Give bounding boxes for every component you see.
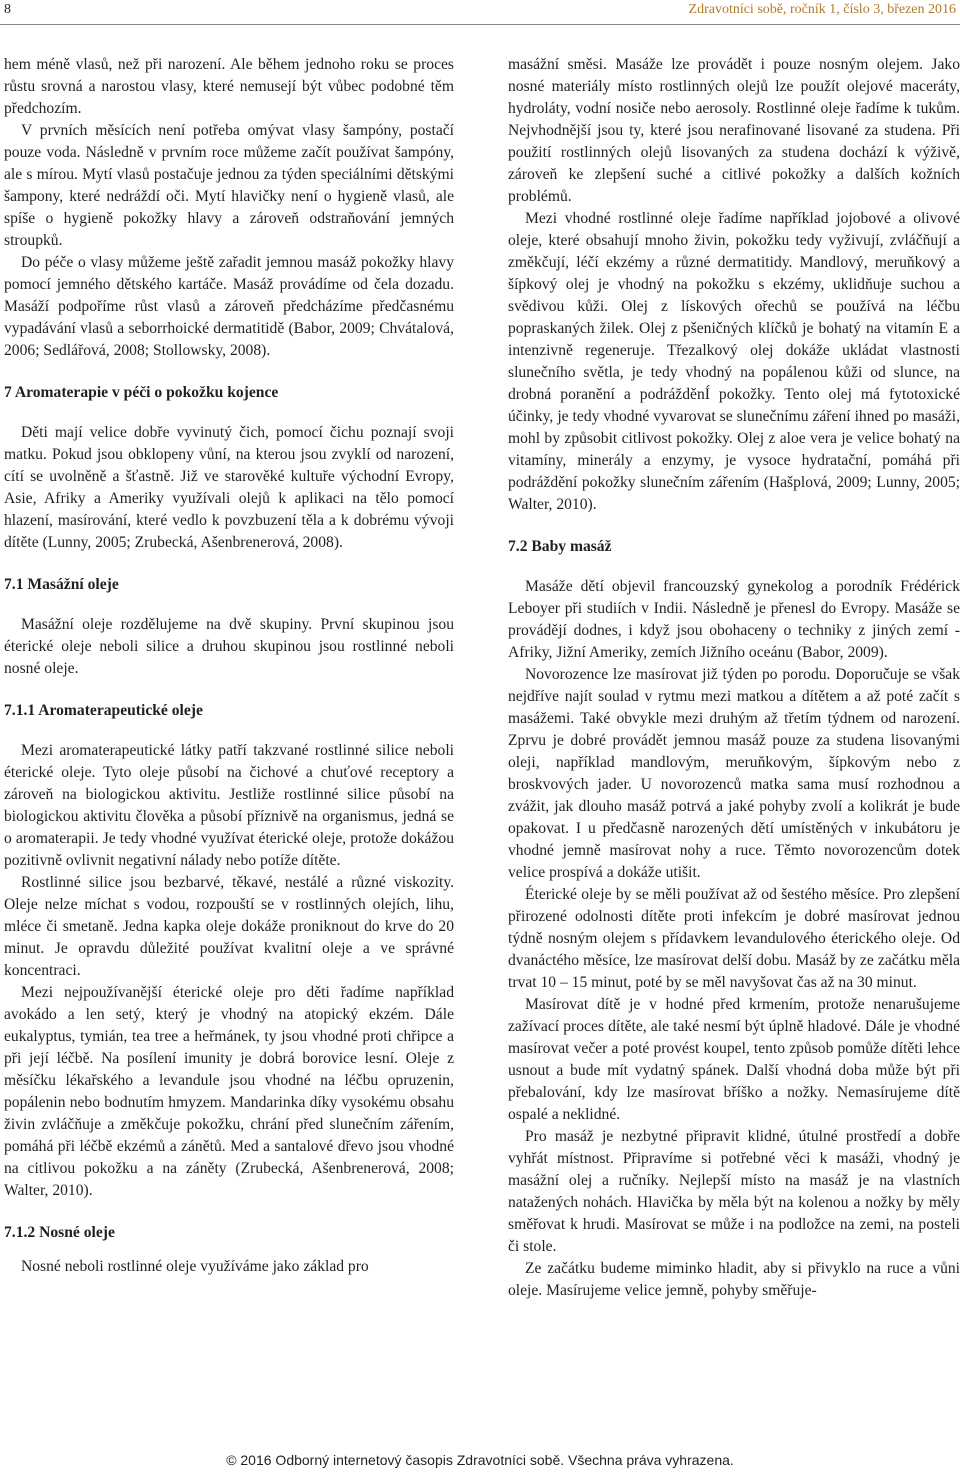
paragraph: Děti mají velice dobře vyvinutý čich, pomocí čichu poznají svoji matku. Pokud jsou obklopeny vůní, na kterou jsou zvyklí od narození, cítí se uvolněně a šťastně. Již ve starověké kultuře východní Evropy, Asie, Afriky a Ameriky využívali olejů k aplikaci na tělo pomocí hlazení, masírování, které vedlo k povzbuzení těla a k dobrému vývoji dítěte (Lunny, 2005; Zrubecká, Ašenbrenerová, 2008).: [4, 424, 454, 551]
paragraph: Mezi aromaterapeutické látky patří takzvané rostlinné silice neboli éterické oleje. Tyto oleje působí na čichové a chuťové receptory a zároveň na biologickou aktivitu. Jestliže rostlinné silice působí na biologickou aktivitu člověka a působí příznivě na organismus, jedná se o aromaterapii. Je tedy vhodné využívat éterické oleje, protože dokážou pozitivně ovlivnit negativní nálady nebo potíže dítěte.: [4, 742, 454, 869]
paragraph: Éterické oleje by se měli používat až od šestého měsíce. Pro zlepšení přirozené odolnosti dítěte proti infekcím je dobré masírovat jednou týdně nosným olejem s přídavkem levandulového éterického oleje. Od dvanáctého měsíce, lze masírovat delší dobu. Masáž by ze začátku měla trvat 10 – 15 minut, poté by se měl navyšovat čas až na 30 minut.: [508, 886, 960, 991]
section-heading: 7.2 Baby masáž: [508, 538, 612, 555]
header-divider: [0, 24, 960, 25]
page-header: [0, 0, 960, 28]
paragraph: Masáže dětí objevil francouzský gynekolog a porodník Frédérick Leboyer při studiích v Indii. Následně je přenesl do Evropy. Masáže se provádějí dodnes, i když jsou obohaceny o techniky z jiných zemí - Afriky, Jižní Ameriky, zemích Jižního oceánu (Babor, 2009).: [508, 578, 960, 661]
paragraph: hem méně vlasů, než při narození. Ale během jednoho roku se proces růstu srovná a narostou vlasy, které nemusejí být vůbec podobné těm předchozím.: [4, 56, 454, 117]
section-heading: 7 Aromaterapie v péči o pokožku kojence: [4, 384, 279, 401]
paragraph: Do péče o vlasy můžeme ještě zařadit jemnou masáž pokožky hlavy pomocí jemného dětského kartáče. Masáž provádíme od čela dozadu. Masáží podpoříme růst vlasů a zároveň předcházíme předčasnému vypadávání vlasů a seborrhoické dermatitidě (Babor, 2009; Chvátalová, 2006; Sedlářová, 2008; Stollowsky, 2008).: [4, 254, 454, 359]
paragraph: Ze začátku budeme miminko hladit, aby si přivyklo na ruce a vůni oleje. Masírujeme velice jemně, pohyby směřuje-: [508, 1260, 960, 1299]
paragraph: Nosné neboli rostlinné oleje využíváme jako základ pro: [21, 1258, 369, 1275]
copyright-footer: © 2016 Odborný internetový časopis Zdravotníci sobě. Všechna práva vyhrazena.: [226, 1452, 734, 1468]
section-heading: 7.1.1 Aromaterapeutické oleje: [4, 702, 203, 719]
paragraph: Rostlinné silice jsou bezbarvé, těkavé, nestálé a různé viskozity. Oleje nelze míchat s vodou, rozpouští se v rostlinných olejích, lihu, mléce či smetaně. Jedna kapka oleje dokáže proniknout do krve do 20 minut. Je opravdu důležité používat kvalitní oleje a ve správné koncentraci.: [4, 874, 454, 979]
paragraph: masážní směsi. Masáže lze provádět i pouze nosným olejem. Jako nosné materiály místo rostlinných olejů lze použít olejové maceráty, hydroláty, vodní nosiče nebo aerosoly. Rostlinné oleje řadíme k tukům. Nejvhodnější jsou ty, které jsou nerafinované lisované za studena. Při použití rostlinných olejů lisovaných za studena dochází k výživě, zároveň ke zlepšení suché a citlivé pokožky a dalších kožních problémů.: [508, 56, 960, 205]
right-column: [508, 54, 960, 1302]
paragraph: Mezi nejpoužívanější éterické oleje pro děti řadíme například avokádo a len setý, který je vhodný na atopický ekzém. Dále eukalyptus, tymián, tea tree a heřmánek, ty jsou vhodné proti chřipce a při její léčbě. Na posílení imunity je dobrá borovice lesní. Oleje z měsíčku lékařského a levandule jsou vhodné na léčbu opruzenin, popálenin nebo bodnutím hmyzem. Mandarinka díky vysokému obsahu živin zvláčňuje a změkčuje pokožku, chrání před slunečním zářením, pomáhá při léčbě ekzémů a zánětů. Med a santalové dřevo jsou vhodné na citlivou pokožku a na záněty (Zrubecká, Ašenbrenerová, 2008; Walter, 2010).: [4, 984, 454, 1199]
paragraph: Masírovat dítě je v hodné před krmením, protože nenarušujeme zažívací proces dítěte, ale také nesmí být úplně hladové. Dále je vhodné masírovat večer a poté provést koupel, tento způsob pomůže dítěti lehce usnout a bude mít vydatný spánek. Další vhodná doba může být při přebalování, kdy lze masírovat bříško a nožky. Nemasírujeme dítě ospalé a neklidné.: [508, 996, 960, 1123]
paragraph: Masážní oleje rozdělujeme na dvě skupiny. První skupinou jsou éterické oleje neboli silice a druhou skupinou jsou rostlinné neboli nosné oleje.: [4, 616, 454, 677]
paragraph: Novorozence lze masírovat již týden po porodu. Doporučuje se však nejdříve najít soulad v rytmu mezi matkou a dítětem a až poté začít s masážemi. Také obvykle mezi druhým až třetím týdnem od narození. Zprvu je dobré provádět jemnou masáž pouze za studena lisovanými oleji, například mandlovým, meruňkovým, šípkovým nebo z broskvových jader. U novorozenců matka sama musí rozhodnou a zvážit, jak dlouho masáž potrvá a jaké pohyby zvolí a kolikrát je bude opakovat. I u předčasně narozených dětí umístěných v inkubátoru je vhodné jemně masírovat nohy a ruce. Těmto novorozencům dotek velice prospívá a dokáže utišit.: [508, 666, 960, 881]
section-heading: 7.1 Masážní oleje: [4, 576, 119, 593]
paragraph: Mezi vhodné rostlinné oleje řadíme například jojobové a olivové oleje, které obsahují mnoho živin, pokožku tedy vyživují, zvláčňují a změkčují, léčí ekzémy a různé dermatitidy. Mandlový, meruňkový a šípkový olej je vhodný na pokožku s ekzémy, uklidňuje suchou a svědivou kůži. Olej z lískových ořechů se používá na léčbu popraskaných žilek. Olej z pšeničných klíčků je bohatý na vitamín E a intenzivně regeneruje. Třezalkový olej dokáže ukládat vlastnosti slunečního světla, je tedy vhodný na popálenou kůži od slunce, na drobná poranění a podrážděnÍ pokožky. Tento olej má fytotoxické účinky, je tedy vhodné vyvarovat se slunečnímu záření ihned po masáži, mohl by způsobit citlivost pokožky. Olej z aloe vera je velice bohatý na vitamíny, minerály a enzymy, je vysoce hydratační, pomáhá při podráždění pokožky slunečním zářením (Hašplová, 2009; Lunny, 2005; Walter, 2010).: [508, 210, 960, 513]
page-number: 8: [4, 2, 11, 17]
paragraph: Pro masáž je nezbytné připravit klidné, útulné prostředí a dobře vyhřát místnost. Připravíme si potřebné věci k masáži, vhodný je masážní olej a ručníky. Nejlepší místo na masáž je na vlastních natažených nohách. Hlavička by měla být na kolenou a nožky by měly směřovat k hrudi. Masírovat se může i na podložce na zemi, na posteli či stole.: [508, 1128, 960, 1255]
left-column: [4, 54, 454, 1278]
paragraph: V prvních měsících není potřeba omývat vlasy šampóny, postačí pouze voda. Následně v prvním roce můžeme začít používat šampóny, ale s mírou. Mytí vlasů postačuje jednou za týden speciálními dětskými šampony, které nedráždí oči. Mytí hlavičky není o hygieně vlasů, ale spíše o hygieně pokožky hlavy a zároveň odstraňování jemných stroupků.: [4, 122, 454, 249]
journal-title: Zdravotníci sobě, ročník 1, číslo 3, březen 2016: [688, 2, 956, 17]
section-heading: 7.1.2 Nosné oleje: [4, 1224, 115, 1241]
